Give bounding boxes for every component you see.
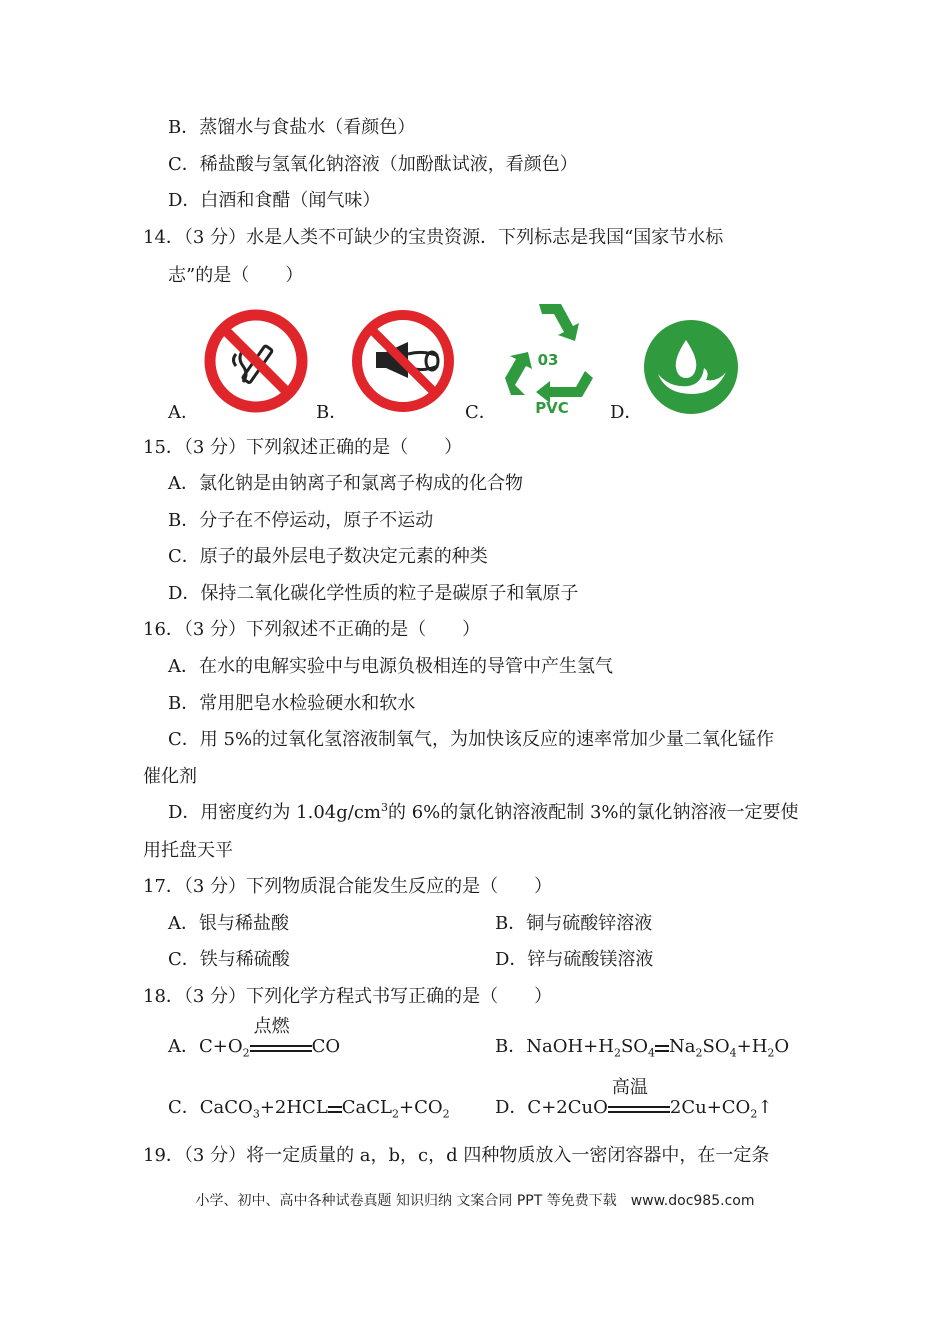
q14-option-b-label: B． xyxy=(316,402,348,423)
q13-option-d: D．白酒和食醋（闻气味） xyxy=(168,190,381,211)
q15-option-c: C．原子的最外层电子数决定元素的种类 xyxy=(168,546,488,567)
q15-option-a: A．氯化钠是由钠离子和氯离子构成的化合物 xyxy=(168,473,523,494)
q18-option-b: B．$NaOH+H_2SO_4$ $Na_2SO_4+H_2O$ xyxy=(495,1036,790,1060)
q16-stem: 16．（3 分）下列叙述不正确的是（ ） xyxy=(143,619,481,640)
q16-option-d-line1: D．用密度约为 $1.04g/cm^3$的 6%的氯化钠溶液配制 3%的氯化钠溶液一定要使 xyxy=(168,801,799,823)
q17-option-b: B．铜与硫酸锌溶液 xyxy=(495,913,653,934)
q13-option-c: C．稀盐酸与氢氧化钠溶液（加酚酞试液，看颜色） xyxy=(168,154,578,175)
q15-stem: 15．（3 分）下列叙述正确的是（ ） xyxy=(143,437,463,458)
page-footer: 小学、初中、高中各种试卷真题 知识归纳 文案合同 PPT 等免费下载 www.doc985.com xyxy=(195,1193,755,1209)
q14-stem-line2: 志”的是（ ） xyxy=(168,265,304,286)
q18-option-c: C．CaCO$_3$+2HCL $CaCL_2+CO_2$ xyxy=(168,1097,450,1121)
q17-option-c: C．铁与稀硫酸 xyxy=(168,949,290,970)
q16-option-d-line2: 用托盘天平 xyxy=(143,840,233,861)
q16-option-b: B．常用肥皂水检验硬水和软水 xyxy=(168,693,416,714)
water-saving-icon xyxy=(642,318,740,416)
no-smoking-icon xyxy=(203,308,309,414)
q17-option-d: D．锌与硫酸镁溶液 xyxy=(495,949,654,970)
q15-option-b: B．分子在不停运动，原子不运动 xyxy=(168,510,434,531)
pvc-recycling-icon xyxy=(497,298,603,418)
no-horn-icon xyxy=(350,308,456,414)
pvc-text: PVC xyxy=(535,399,569,417)
reaction-condition: 点燃 xyxy=(250,1035,312,1059)
pvc-code: 03 xyxy=(537,351,559,369)
q16-option-a: A．在水的电解实验中与电源负极相连的导管中产生氢气 xyxy=(168,656,613,677)
q17-option-a: A．银与稀盐酸 xyxy=(168,913,289,934)
q13-option-b: B．蒸馏水与食盐水（看颜色） xyxy=(168,117,416,138)
q14-option-a-label: A． xyxy=(168,402,199,423)
q16-option-c-line1: C．用 5%的过氧化氢溶液制氧气，为加快该反应的速率常加少量二氧化锰作 xyxy=(168,729,775,750)
q16-option-c-line2: 催化剂 xyxy=(143,766,197,787)
q14-option-d-label: D． xyxy=(610,402,643,423)
reaction-condition: 高温 xyxy=(608,1096,670,1120)
q15-option-d: D．保持二氧化碳化学性质的粒子是碳原子和氧原子 xyxy=(168,583,579,604)
q18-stem: 18．（3 分）下列化学方程式书写正确的是（ ） xyxy=(143,986,553,1007)
q17-stem: 17．（3 分）下列物质混合能发生反应的是（ ） xyxy=(143,876,553,897)
q19-stem-line1: 19．（3 分）将一定质量的 a，b，c，d 四种物质放入一密闭容器中，在一定条 xyxy=(143,1145,770,1166)
q18-option-d: D．C+2CuO 高温 $2Cu+CO_2↑$ xyxy=(495,1077,773,1121)
q14-option-c-label: C． xyxy=(465,402,497,423)
q18-option-a: A．$C+O_2$ 点燃 CO xyxy=(168,1016,341,1060)
q14-stem-line1: 14．（3 分）水是人类不可缺少的宝贵资源．下列标志是我国“国家节水标 xyxy=(143,227,724,248)
